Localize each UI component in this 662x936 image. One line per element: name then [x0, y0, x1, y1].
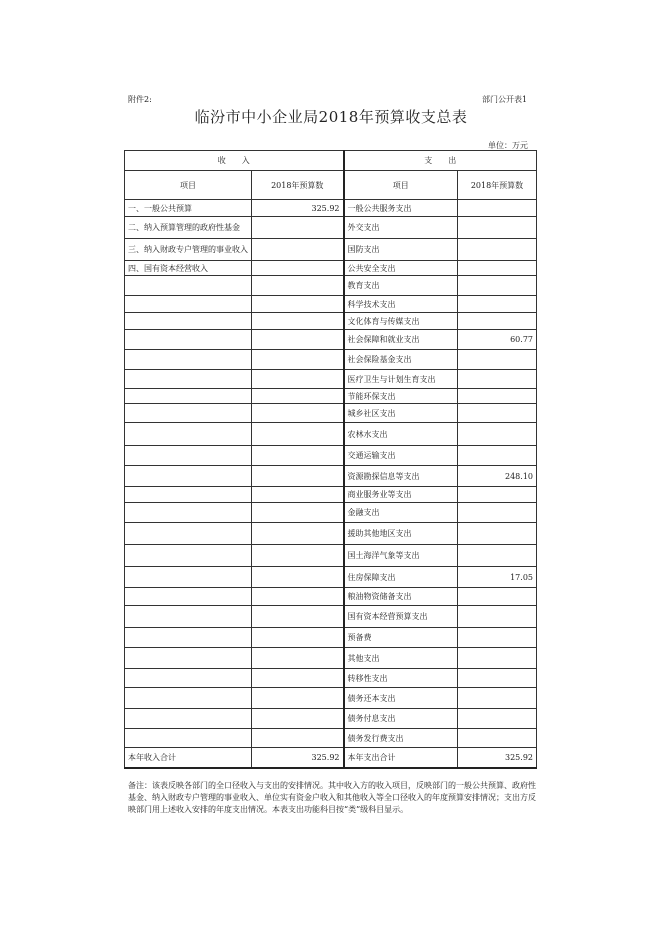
expense-value-cell [458, 296, 537, 313]
table-row [125, 588, 537, 606]
table-row [125, 688, 537, 709]
expense-item-cell: 住房保障支出 [344, 567, 458, 588]
expense-item-cell: 城乡社区支出 [344, 404, 458, 423]
table-row [125, 729, 537, 748]
income-value-cell [252, 389, 344, 404]
table-code: 部门公开表1 [482, 95, 528, 104]
table-row [125, 276, 537, 296]
table-row [125, 389, 537, 404]
income-budget-header: 2018年预算数 [252, 171, 344, 200]
income-value-cell [252, 628, 344, 648]
expense-item-cell: 文化体育与传媒支出 [344, 313, 458, 330]
budget-summary-table [124, 150, 537, 769]
expense-value-cell: 60.77 [458, 330, 537, 350]
expense-value-cell [458, 423, 537, 446]
income-total-value: 325.92 [252, 748, 344, 768]
total-row [125, 748, 537, 768]
expense-item-cell: 金融支出 [344, 503, 458, 523]
expense-value-cell [458, 628, 537, 648]
income-value-cell [252, 350, 344, 370]
expense-item-cell: 粮油物资储备支出 [344, 588, 458, 606]
income-value-cell [252, 487, 344, 503]
expense-item-cell: 农林水支出 [344, 423, 458, 446]
attachment-label: 附件2: [128, 95, 152, 104]
expense-value-cell [458, 545, 537, 567]
expense-value-cell [458, 588, 537, 606]
expense-item-cell: 援助其他地区支出 [344, 523, 458, 545]
expense-value-cell [458, 487, 537, 503]
income-item-cell: 一、一般公共预算 [125, 200, 252, 217]
income-value-cell [252, 688, 344, 709]
expense-item-cell: 公共安全支出 [344, 261, 458, 276]
income-item-cell [125, 466, 252, 487]
income-item-cell [125, 567, 252, 588]
expense-item-cell: 债务付息支出 [344, 709, 458, 729]
expense-value-cell [458, 648, 537, 669]
expense-value-cell: 17.05 [458, 567, 537, 588]
section-header-row [125, 151, 537, 171]
income-value-cell [252, 276, 344, 296]
expense-item-cell: 社会保险基金支出 [344, 350, 458, 370]
expense-value-cell [458, 239, 537, 261]
expense-value-cell [458, 200, 537, 217]
table-row [125, 423, 537, 446]
table-row [125, 606, 537, 628]
expense-item-cell: 社会保障和就业支出 [344, 330, 458, 350]
income-value-cell [252, 330, 344, 350]
expense-value-cell [458, 313, 537, 330]
table-row [125, 200, 537, 217]
income-value-cell [252, 588, 344, 606]
income-item-cell [125, 729, 252, 748]
expense-item-cell: 科学技术支出 [344, 296, 458, 313]
expense-value-cell [458, 446, 537, 466]
table-row [125, 404, 537, 423]
income-item-cell [125, 545, 252, 567]
expense-item-cell: 教育支出 [344, 276, 458, 296]
expense-total-label: 本年支出合计 [344, 748, 458, 768]
income-item-cell: 三、纳入财政专户管理的事业收入 [125, 239, 252, 261]
income-item-cell [125, 370, 252, 389]
income-value-cell [252, 446, 344, 466]
income-item-cell [125, 648, 252, 669]
expense-item-cell: 资源勘探信息等支出 [344, 466, 458, 487]
expense-item-cell: 交通运输支出 [344, 446, 458, 466]
income-item-cell [125, 404, 252, 423]
income-value-cell [252, 261, 344, 276]
table-row [125, 567, 537, 588]
income-item-cell [125, 330, 252, 350]
income-value-cell [252, 503, 344, 523]
expense-item-cell: 一般公共服务支出 [344, 200, 458, 217]
income-item-cell [125, 709, 252, 729]
page-title: 临汾市中小企业局2018年预算收支总表 [194, 108, 468, 126]
expense-item-cell: 国土海洋气象等支出 [344, 545, 458, 567]
expense-item-cell: 转移性支出 [344, 669, 458, 688]
income-value-cell [252, 709, 344, 729]
expense-value-cell [458, 261, 537, 276]
expense-value-cell [458, 350, 537, 370]
income-item-cell [125, 669, 252, 688]
income-value-cell [252, 729, 344, 748]
table-row [125, 523, 537, 545]
income-total-label: 本年收入合计 [125, 748, 252, 768]
footnote: 备注：该表反映各部门的全口径收入与支出的安排情况。其中收入方的收入项目，反映部门的一般公共预算、政府性基金、纳入财政专户管理的事业收入、单位实有资金户收入和其他收入等全口径收入的年度预算安排情况；支出方反映部门用上述收入安排的年度支出情况。本表支出功能科目按“类”级科目显示。 [128, 781, 536, 814]
income-value-cell [252, 370, 344, 389]
income-header: 收 入 [125, 151, 344, 171]
income-item-cell [125, 606, 252, 628]
expense-value-cell [458, 606, 537, 628]
expense-item-cell: 节能环保支出 [344, 389, 458, 404]
table-row [125, 217, 537, 239]
expense-item-cell: 商业服务业等支出 [344, 487, 458, 503]
income-value-cell [252, 669, 344, 688]
expense-item-cell: 预备费 [344, 628, 458, 648]
expense-item-cell: 外交支出 [344, 217, 458, 239]
income-item-cell [125, 296, 252, 313]
expense-item-cell: 国有资本经营预算支出 [344, 606, 458, 628]
income-value-cell [252, 217, 344, 239]
income-item-cell [125, 503, 252, 523]
expense-value-cell [458, 523, 537, 545]
income-value-cell [252, 648, 344, 669]
income-item-cell [125, 688, 252, 709]
expense-value-cell [458, 503, 537, 523]
income-value-cell [252, 567, 344, 588]
table-row [125, 669, 537, 688]
table-row [125, 370, 537, 389]
income-value-cell [252, 313, 344, 330]
expense-value-cell [458, 669, 537, 688]
expense-value-cell [458, 404, 537, 423]
income-value-cell [252, 296, 344, 313]
expense-item-header: 项目 [344, 171, 458, 200]
income-item-cell [125, 389, 252, 404]
expense-value-cell: 248.10 [458, 466, 537, 487]
table-row [125, 446, 537, 466]
expense-value-cell [458, 688, 537, 709]
table-row [125, 545, 537, 567]
income-value-cell [252, 466, 344, 487]
table-row [125, 330, 537, 350]
table-row [125, 239, 537, 261]
income-value-cell [252, 606, 344, 628]
income-item-header: 项目 [125, 171, 252, 200]
income-item-cell: 二、纳入预算管理的政府性基金 [125, 217, 252, 239]
income-value-cell [252, 423, 344, 446]
income-item-cell [125, 588, 252, 606]
expense-budget-header: 2018年预算数 [458, 171, 537, 200]
income-item-cell [125, 446, 252, 466]
income-item-cell [125, 313, 252, 330]
expense-value-cell [458, 709, 537, 729]
expense-item-cell: 国防支出 [344, 239, 458, 261]
table-row [125, 350, 537, 370]
expense-value-cell [458, 370, 537, 389]
unit-label: 单位：万元 [488, 141, 528, 150]
income-item-cell [125, 523, 252, 545]
column-header-row [125, 171, 537, 200]
expense-value-cell [458, 389, 537, 404]
table-row [125, 487, 537, 503]
expense-value-cell [458, 276, 537, 296]
income-value-cell: 325.92 [252, 200, 344, 217]
income-item-cell [125, 487, 252, 503]
income-item-cell [125, 276, 252, 296]
table-row [125, 503, 537, 523]
income-value-cell [252, 545, 344, 567]
income-item-cell [125, 628, 252, 648]
expense-item-cell: 其他支出 [344, 648, 458, 669]
expense-header: 支 出 [344, 151, 537, 171]
expense-item-cell: 债务还本支出 [344, 688, 458, 709]
income-value-cell [252, 523, 344, 545]
income-item-cell [125, 350, 252, 370]
table-row [125, 313, 537, 330]
expense-item-cell: 债务发行费支出 [344, 729, 458, 748]
income-item-cell [125, 423, 252, 446]
expense-value-cell [458, 217, 537, 239]
expense-total-value: 325.92 [458, 748, 537, 768]
income-value-cell [252, 239, 344, 261]
income-value-cell [252, 404, 344, 423]
table-row [125, 648, 537, 669]
table-row [125, 466, 537, 487]
table-row [125, 628, 537, 648]
table-row [125, 261, 537, 276]
table-row [125, 296, 537, 313]
income-item-cell: 四、国有资本经营收入 [125, 261, 252, 276]
expense-item-cell: 医疗卫生与计划生育支出 [344, 370, 458, 389]
table-row [125, 709, 537, 729]
expense-value-cell [458, 729, 537, 748]
